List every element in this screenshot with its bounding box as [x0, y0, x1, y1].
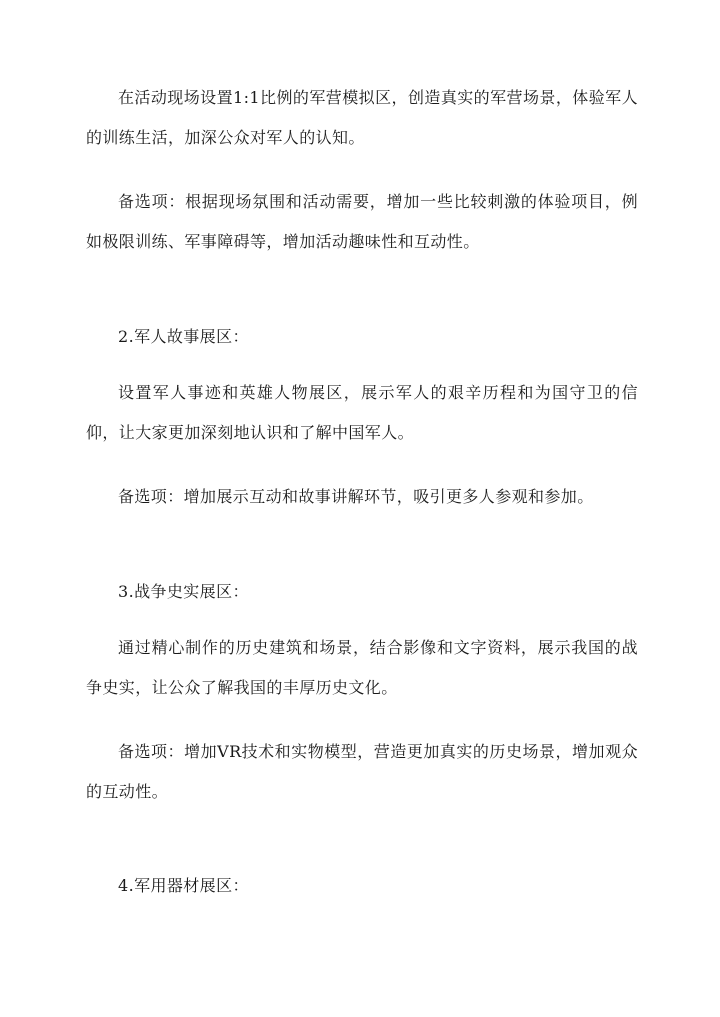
paragraph-war-history-option: 备选项：增加VR技术和实物模型，营造更加真实的历史场景，增加观众的互动性。: [86, 742, 638, 801]
paragraph-camp-option: 备选项：根据现场氛围和活动需要，增加一些比较刺激的体验项目，例如极限训练、军事障碍等，增加活动趣味性和互动性。: [86, 192, 638, 251]
section-heading-military-equipment: 4.军用器材展区：: [118, 876, 249, 895]
section-heading-military-stories: 2.军人故事展区：: [118, 327, 249, 346]
section-heading-war-history: 3.战争史实展区：: [118, 582, 249, 601]
paragraph-camp-simulation: 在活动现场设置1:1比例的军营模拟区，创造真实的军营场景，体验军人的训练生活，加深公众对军人的认知。: [86, 88, 638, 147]
paragraph-military-stories: 设置军人事迹和英雄人物展区，展示军人的艰辛历程和为国守卫的信仰，让大家更加深刻地认识和了解中国军人。: [86, 383, 638, 442]
paragraph-war-history: 通过精心制作的历史建筑和场景，结合影像和文字资料，展示我国的战争史实，让公众了解我国的丰厚历史文化。: [86, 638, 638, 697]
paragraph-military-stories-option: 备选项：增加展示互动和故事讲解环节，吸引更多人参观和参加。: [118, 487, 594, 506]
